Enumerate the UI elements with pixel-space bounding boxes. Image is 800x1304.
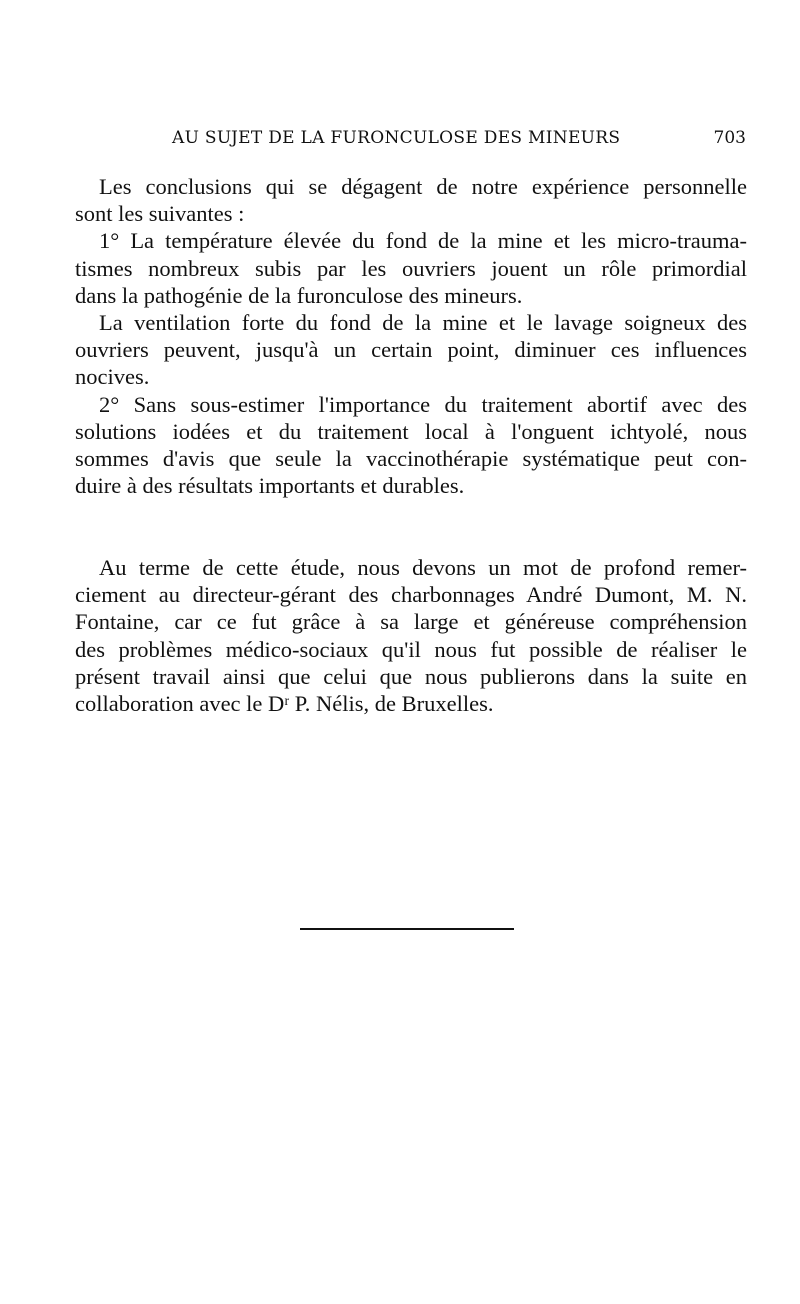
text-line: des problèmes médico-sociaux qu'il nous fut possible de réaliser le — [75, 636, 747, 662]
text-line: solutions iodées et du traitement local à l'onguent ichtyolé, nous — [75, 418, 747, 444]
text-line: 2° Sans sous-estimer l'importance du traitement abortif avec des — [99, 391, 747, 417]
running-title: AU SUJET DE LA FURONCULOSE DES MINEURS — [172, 128, 621, 148]
text-line: sommes d'avis que seule la vaccinothérapie systématique peut con- — [75, 445, 747, 471]
text-line: Les conclusions qui se dégagent de notre expérience personnelle — [99, 174, 747, 199]
text-line: Fontaine, car ce fut grâce à sa large et généreuse compréhension — [75, 609, 747, 635]
running-header — [76, 128, 746, 156]
acknowledgement-paragraph — [75, 554, 747, 717]
text-line: nocives. — [75, 364, 150, 390]
text-line: ciement au directeur-gérant des charbonnages André Dumont, M. N. — [75, 582, 747, 608]
page-number: 703 — [713, 128, 746, 148]
text-line: ouvriers peuvent, jusqu'à un certain point, diminuer ces influences — [75, 337, 747, 363]
conclusions-paragraphs — [75, 173, 747, 499]
closing-rule — [300, 928, 514, 930]
text-line: tismes nombreux subis par les ouvriers jouent un rôle primordial — [75, 255, 747, 281]
text-line: La ventilation forte du fond de la mine et le lavage soigneux des — [99, 309, 747, 335]
text-line: dans la pathogénie de la furonculose des mineurs. — [75, 282, 523, 308]
text-line: 1° La température élevée du fond de la mine et les micro-trauma- — [99, 228, 747, 254]
text-line: présent travail ainsi que celui que nous publierons dans la suite en — [75, 663, 747, 689]
text-line: collaboration avec le Dʳ P. Nélis, de Bruxelles. — [75, 690, 494, 716]
text-line: Au terme de cette étude, nous devons un mot de profond remer- — [99, 555, 747, 580]
text-line: sont les suivantes : — [75, 201, 245, 227]
text-line: duire à des résultats importants et durables. — [75, 473, 465, 499]
